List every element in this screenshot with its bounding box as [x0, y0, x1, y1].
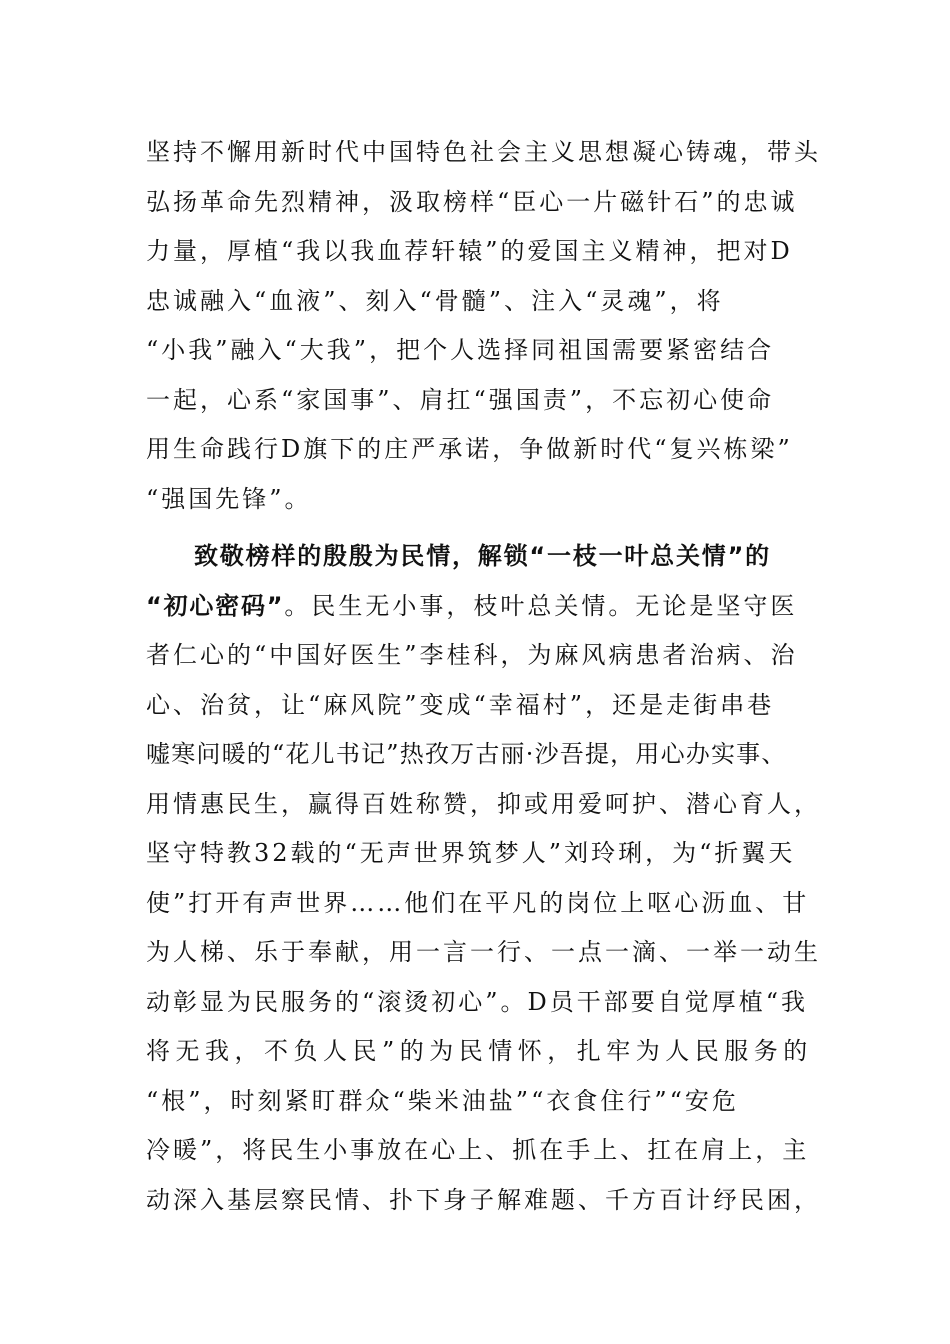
paragraph-gap [146, 524, 846, 532]
text-line: “强国先锋”。 [146, 484, 312, 513]
text-line: “根”，时刻紧盯群众“柴米油盐”“衣食住行”“安危 [146, 1086, 739, 1115]
paragraph-2 [146, 532, 846, 1225]
text-line: 使”打开有声世界……他们在平凡的岗位上呕心沥血、甘 [146, 888, 810, 917]
text-line: 坚持不懈用新时代中国特色社会主义思想凝心铸魂，带头 [146, 138, 821, 166]
text-line: 忠诚融入“血液”、刻入“骨髓”、注入“灵魂”，将 [146, 286, 724, 315]
text-line: 嘘寒问暖的“花儿书记”热孜万古丽·沙吾提，用心办实事、 [146, 740, 787, 768]
paragraph-lead-heading: 致敬榜样的殷殷为民情，解锁“一枝一叶总关情”的 [194, 542, 771, 570]
paragraph-1 [146, 128, 846, 524]
text-line: 用情惠民生，赢得百姓称赞，抑或用爱呵护、潜心育人， [146, 789, 821, 818]
document-body [146, 128, 846, 1225]
text-line: 用生命践行D旗下的庄严承诺，争做新时代“复兴栋梁” [146, 435, 793, 463]
text-line: 者仁心的“中国好医生”李桂科，为麻风病患者治病、治 [146, 641, 798, 669]
text-line: 动彰显为民服务的“滚烫初心”。D员干部要自觉厚植“我 [146, 987, 809, 1016]
lead-heading-tail: “初心密码” [146, 591, 285, 620]
text-line: 冷暖”，将民生小事放在心上、抓在手上、扛在肩上，主 [146, 1136, 810, 1164]
text-line: “小我”融入“大我”，把个人选择同祖国需要紧密结合 [146, 336, 775, 364]
text-line: 心、治贫，让“麻风院”变成“幸福村”，还是走街串巷 [146, 690, 775, 719]
text-line: 力量，厚植“我以我血荐轩辕”的爱国主义精神，把对D [146, 237, 793, 265]
text-line: 动深入基层察民情、扑下身子解难题、千方百计纾民困， [146, 1185, 821, 1214]
text-line: 为人梯、乐于奉献，用一言一行、一点一滴、一举一动生 [146, 938, 821, 966]
text-line: 一起，心系“家国事”、肩扛“强国责”，不忘初心使命 [146, 385, 775, 414]
text-line: 坚守特教32载的“无声世界筑梦人”刘玲琍，为“折翼天 [146, 839, 796, 867]
text-line: 将无我，不负人民”的为民情怀，扎牢为人民服务的 [146, 1037, 813, 1065]
text-line: 弘扬革命先烈精神，汲取榜样“臣心一片磁针石”的忠诚 [146, 187, 798, 216]
text-span: 。民生无小事，枝叶总关情。无论是坚守医 [284, 591, 798, 620]
text-line [146, 582, 846, 632]
